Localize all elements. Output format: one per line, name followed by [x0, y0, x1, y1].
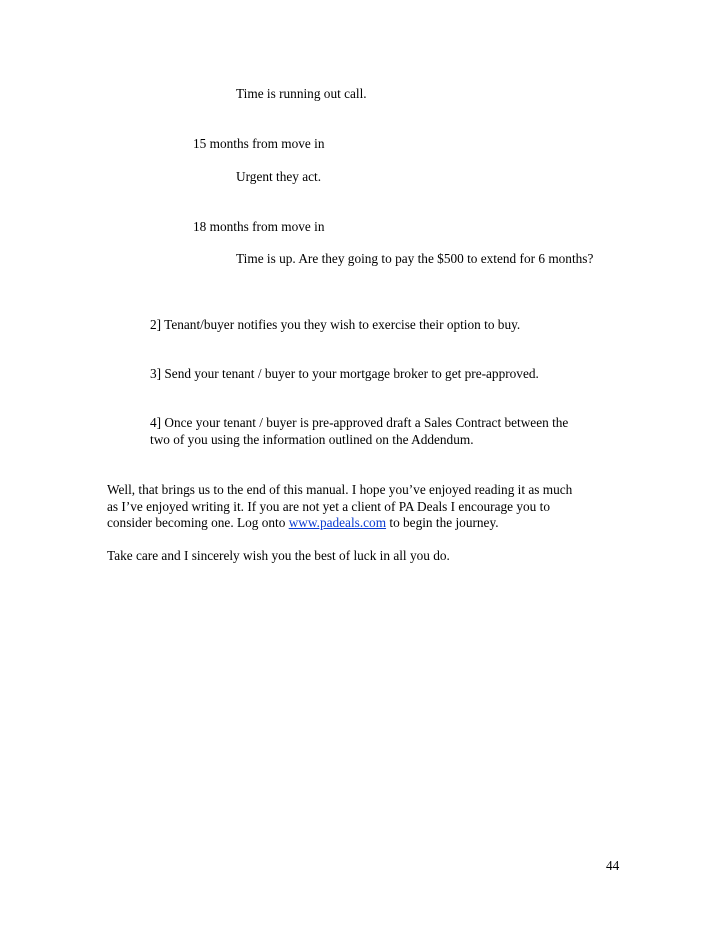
step-item: 2] Tenant/buyer notifies you they wish to exercise their option to buy.	[150, 317, 521, 332]
timeline-note: Time is running out call.	[236, 86, 367, 101]
website-link[interactable]: www.padeals.com	[288, 515, 387, 530]
page-number: 44	[606, 858, 620, 873]
timeline-milestone: 18 months from move in	[193, 219, 325, 234]
step-item: 4] Once your tenant / buyer is pre-approved draft a Sales Contract between the	[150, 415, 569, 430]
closing-text-before-link: consider becoming one. Log onto	[107, 515, 289, 530]
timeline-note: Urgent they act.	[236, 169, 322, 184]
farewell-text: Take care and I sincerely wish you the best of luck in all you do.	[107, 548, 450, 563]
closing-text-after-link: to begin the journey.	[386, 515, 499, 530]
closing-paragraph-line: as I’ve enjoyed writing it. If you are not yet a client of PA Deals I encourage you to	[107, 499, 550, 514]
closing-paragraph-line: Well, that brings us to the end of this manual. I hope you’ve enjoyed reading it as much	[107, 482, 573, 497]
timeline-note: Time is up. Are they going to pay the $500 to extend for 6 months?	[236, 251, 594, 266]
step-item-continued: two of you using the information outlined on the Addendum.	[150, 432, 474, 447]
timeline-milestone: 15 months from move in	[193, 136, 325, 151]
step-item: 3] Send your tenant / buyer to your mortgage broker to get pre-approved.	[150, 366, 539, 381]
closing-paragraph-line	[107, 513, 499, 533]
